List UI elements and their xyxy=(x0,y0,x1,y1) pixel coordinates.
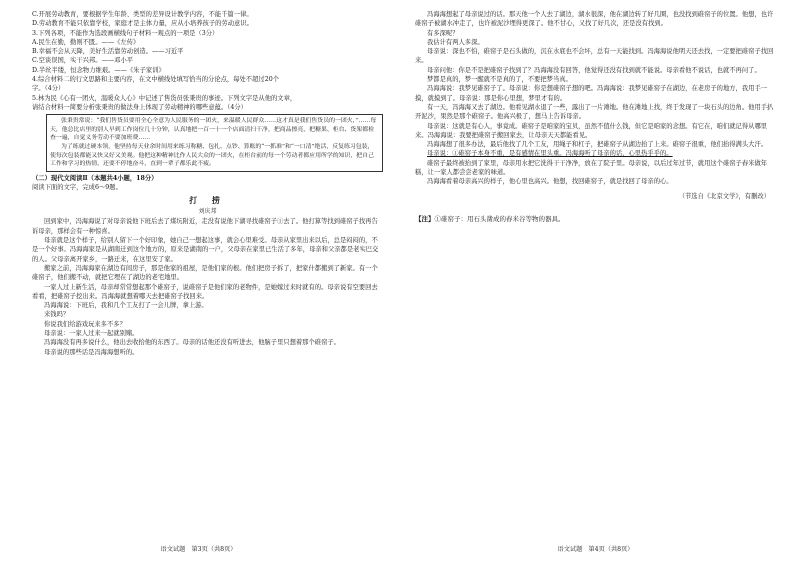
question-4-line2: 字。（4分） xyxy=(32,85,65,93)
quoted-passage-box xyxy=(46,114,383,172)
underlined-sentence: 母亲说：①碓窑子本身不重，是有感情在里头重。冯海海听了母亲的话，心里热乎乎的。 xyxy=(427,150,673,158)
question-4-line1: 4.综合材料二的行文思路和主要内容，在文中横线处填写恰当的分论点，每处不超过20个 xyxy=(32,76,280,84)
footnote-label: 【注】 xyxy=(415,214,435,223)
dialogue-line: 母亲说：一家人过来一起就别赌。 xyxy=(44,329,139,337)
page-footer-left: 语文试题 第3页（共8页） xyxy=(160,546,237,553)
story-paragraph: 有一天，冯海海又去了湖边。他看见湖水退了一些，露出了一片滩地。他在滩地上找，终于发现了一块石头的边角。他用手扒开泥沙，果然是那个碓窑子。他高兴极了，想马上告诉母亲。 xyxy=(415,103,774,121)
question-5-line2: 请结合材料一简要分析张秉贵的做法身上体现了劳动精神的哪些意蕴。（4分） xyxy=(32,103,247,111)
story-paragraph: 回到家中，冯海海说了对母亲说他下班后去了煤坑附近，走没有说他下湖寻找碓窑子①去了。他打算等找到碓窑子找再告诉母亲，那样会有一种惊喜。 xyxy=(32,218,378,235)
right-page xyxy=(397,0,794,561)
section-2-instruction: 阅读下面的文字，完成6～9题。 xyxy=(32,184,122,192)
story-paragraph: 一家人过上新生活，母亲却常常想起那个碓窑子，说碓窑子是他们家的老物件，是她嫁过来时就有的。母亲说有空要回去看看，把碓窑子挖出来。冯海海就想着哪天去把碓窑子找回来。 xyxy=(32,283,378,300)
story-paragraph: 有多深呢？ xyxy=(427,29,459,37)
dialogue-line: 母亲说的那些话是冯海海想听的。 xyxy=(44,348,139,356)
q3-option-b: B.幸福不会从天降，美好生活靠劳动创造。——习近平 xyxy=(32,48,184,56)
story-author: 刘庆邦 xyxy=(198,208,217,216)
story-paragraph: 冯海海说：我梦见碓窑子了。母亲说：你是想碓窑子想的吧。冯海海说：我梦见碓窑子在湖边，在老房子的地方，我用手一摸，就摸到了。母亲说：那是你心里想，梦里才有的。 xyxy=(415,85,768,102)
q3-option-a: A.民生在勤，勤则不匮。——《左传》 xyxy=(32,38,140,46)
story-paragraph: 母亲说：这就是有心人，事竟成。碓窑子是咱家的宝贝，虽然不值什么钱，但它是咱家的念想。有它在，咱们就记得从哪里来。冯海海说：我要把碓窑子搬回家去，让母亲天天都能看见。 xyxy=(415,122,768,139)
q3-option-c: C.空谈误国，实干兴邦。——邓小平 xyxy=(32,57,134,65)
source-citation: （节选自《北京文学》，有删改） xyxy=(678,192,770,200)
story-paragraph: 冯海海想了很多办法，最后他找了几个工友，用绳子和杠子，把碓窑子从湖边抬了上来。碓窑子很重，他们抬得满头大汗。 xyxy=(427,141,768,149)
option-d-line: D.劳动教育不能只依靠学校，家庭才是主体力量，应从小培养孩子的劳动意识。 xyxy=(32,20,253,28)
story-paragraph: 冯海海看着母亲高兴的样子，他心里也高兴。他想，找回碓窑子，就是找回了母亲的心。 xyxy=(427,178,673,186)
section-2-heading: （二）现代文阅读Ⅱ（本题共4小题，18分） xyxy=(32,174,158,182)
footnote-text: ①碓窑子：用石头凿成的舂米谷等物的器具。 xyxy=(434,214,565,223)
story-paragraph: 母亲问他：你是不是把碓窑子找到了？冯海海没有回答，他觉得还没有找到就不能说。母亲看他不说话，也就不再问了。 xyxy=(427,66,761,74)
option-c-line: C.开展劳动教育，要根据学生年龄、类型的差异设计教学内容，不能千篇一律。 xyxy=(32,11,253,18)
story-paragraph: 搬家之前，冯海海家在湖边有间房子，那是他家的祖屋，是他们家的根。他们把房子拆了，把家什都搬到了新家。有一个碓窑子，他们搬不动，就把它埋在了湖边的老宅地里。 xyxy=(32,264,378,282)
box-paragraph: 张秉贵常说：“我们售货员要用全心全意为人民服务的一团火，来温暖人民群众……这才真是我们售货员的一团火，”……每天，他总比店里的别人早到工作岗位几十分钟，认真地把一百一十一个店面清扫干净，把商品擦亮，把糖果、柜台、货架都检查一遍，自觉义务劳动不要加班费…… xyxy=(50,118,377,142)
dialogue-line: 冯海海说：下班后，我和几个工友打了一会儿牌，拿上游。 xyxy=(44,302,208,310)
story-paragraph: 我估计有两人多深。 xyxy=(427,38,484,46)
box-paragraph: 为了练就过硬本领，他坚持每天业余时间用来练习称糖、包扎、点钞、算账的“一抓准”和“一口清”绝活，反复练习包装，使每次包装都能又快又好又美观。他把这种精神比作人民大众的一团火，在柜台前的每一个劳动者都应用所学的知识，把自己工作和学习的热情，还要不停地奋斗，直到一辈子都乐此不疲。 xyxy=(50,144,374,168)
story-paragraph: 梦都是真的，梦一醒就不是真的了，不要把梦当真。 xyxy=(427,76,572,84)
story-paragraph: 碓窑子最终被抬到了家里，母亲用水把它洗得干干净净，放在了院子里。母亲说，以后过年过节，就用这个碓窑子舂米做年糕，让一家人都尝尝老家的味道。 xyxy=(415,159,768,177)
story-paragraph: 母亲说：深也不怕，碓窑子是石头做的，沉在水底也不会坏，总有一天能找到。冯海海说他明天还去找，一定要把碓窑子找回来。 xyxy=(415,48,774,65)
story-paragraph: 母亲就是这个样子，给别人留下一个好印象，她自己一想起这事，就会心里难受。母亲从家里出来以后，总是闷闷的，不是一个好事。冯海海家是从湖南迁到这个地方的，原来是湖南的一户，父母亲在家里已生活了多年，母亲和父亲都是老实巴交的人。父母亲离开家乡，一路迁来，在这里安了家。 xyxy=(32,237,379,263)
dialogue-line: 你说我们给游戏玩来多不多？ xyxy=(44,320,126,328)
dialogue-line: 来钱吗？ xyxy=(44,311,70,319)
footnote xyxy=(415,214,778,223)
question-3-stem: 3.下列各项，不能作为选段画横线句子材料一观点的一项是（3分） xyxy=(32,29,219,37)
story-paragraph: 冯海海想起了母亲说过的话。那天他一个人去了湖边，湖水很深，他在湖边转了好几圈，也没找到碓窑子的位置。他想，也许碓窑子被湖水冲走了，也许被泥沙埋得更深了。他不甘心，又找了好几次，还是没有找到。 xyxy=(415,11,774,28)
question-5-line1: 5.林为民《心有一团火，温暖众人心》中记述了售货员张秉贵的事迹。下列文字是从他的文章， xyxy=(32,94,297,102)
page-footer-right: 语文试题 第4页（共8页） xyxy=(557,546,634,553)
q3-option-d: D.半丝半缕，恒念物力维艰。——《朱子家训》 xyxy=(32,66,165,74)
story-title: 打 捞 xyxy=(189,195,226,206)
dialogue-line: 冯海海没有再多说什么，他出去收拾他的东西了。母亲的话他还没有听进去，他脑子里只想着那个碓窑子。 xyxy=(44,339,340,347)
